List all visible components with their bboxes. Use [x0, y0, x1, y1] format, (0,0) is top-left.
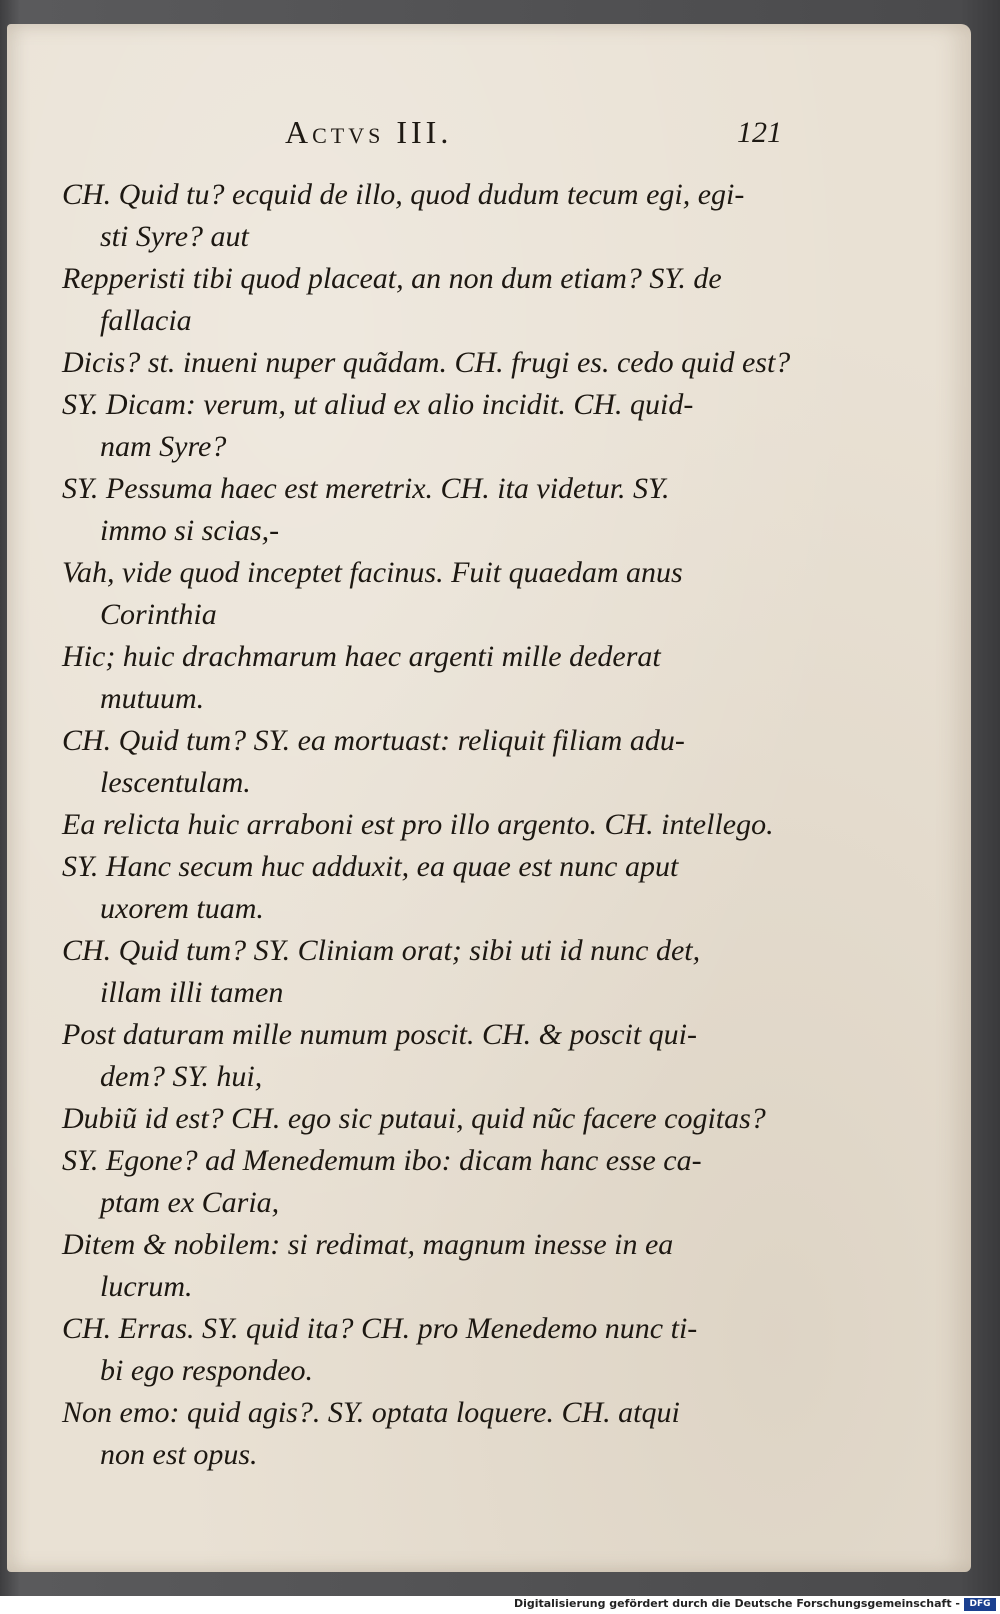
verse-line: Dubiũ id est? CH. ego sic putaui, quid nũc facere cogitas?: [62, 1102, 766, 1135]
verse-line: Post daturam mille numum poscit. CH. & poscit qui- dem? SY. hui,: [62, 1018, 697, 1093]
verse-line: SY. Hanc secum huc adduxit, ea quae est nunc aput uxorem tuam.: [62, 850, 679, 925]
verse-line: Hic; huic drachmarum haec argenti mille dederat mutuum.: [62, 640, 661, 715]
verse-line: Repperisti tibi quod placeat, an non dum etiam? SY. de fallacia: [62, 262, 722, 337]
verse-line: Non emo: quid agis?. SY. optata loquere. CH. atqui non est opus.: [62, 1396, 680, 1471]
verse-line: SY. Pessuma haec est meretrix. CH. ita videtur. SY. immo si scias,-: [62, 472, 670, 547]
verse-line: Dicis? st. inueni nuper quãdam. CH. frugi es. cedo quid est?: [62, 346, 791, 379]
verse-line: CH. Quid tum? SY. ea mortuast: reliquit filiam adu- lescentulam.: [62, 724, 685, 799]
verse-line: CH. Quid tum? SY. Cliniam orat; sibi uti id nunc det, illam illi tamen: [62, 934, 701, 1009]
verse-line: CH. Erras. SY. quid ita? CH. pro Menedemo nunc ti- bi ego respondeo.: [62, 1312, 698, 1387]
verse-line: Vah, vide quod inceptet facinus. Fuit quaedam anus Corinthia: [62, 556, 683, 631]
digitization-footer: [0, 1596, 1000, 1614]
book-page: [7, 24, 971, 1572]
verse-line: Ditem & nobilem: si redimat, magnum inesse in ea lucrum.: [62, 1228, 674, 1303]
verse-line: SY. Egone? ad Menedemum ibo: dicam hanc esse ca- ptam ex Caria,: [62, 1144, 702, 1219]
verse-line: SY. Dicam: verum, ut aliud ex alio incidit. CH. quid- nam Syre?: [62, 388, 694, 463]
funding-credit: Digitalisierung gefördert durch die Deutsche Forschungsgemeinschaft -: [513, 1597, 960, 1610]
verse-line: CH. Quid tu? ecquid de illo, quod dudum tecum egi, egi- sti Syre? aut: [62, 178, 745, 253]
verse-line: Ea relicta huic arraboni est pro illo argento. CH. intellego.: [62, 808, 774, 841]
running-title: Actvs III.: [285, 114, 453, 150]
verse-text: [62, 174, 792, 1476]
page-header: [7, 104, 971, 154]
page-number: 121: [737, 116, 782, 149]
dfg-logo-icon: DFG: [964, 1598, 996, 1611]
